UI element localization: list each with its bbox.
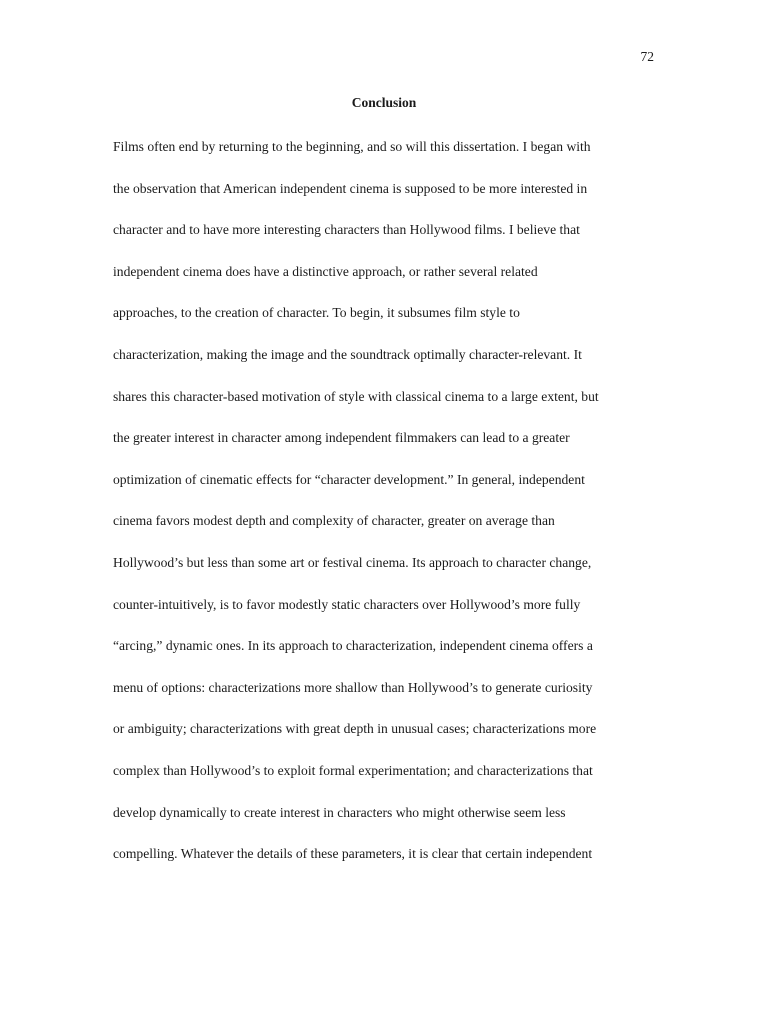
text-line: menu of options: characterizations more shallow than Hollywood’s to generate curiosity (113, 679, 593, 695)
text-line: or ambiguity; characterizations with great depth in unusual cases; characterizations more (113, 721, 597, 737)
body-text (113, 138, 673, 887)
text-line: develop dynamically to create interest in characters who might otherwise seem less (113, 804, 566, 820)
section-heading: Conclusion (351, 95, 417, 110)
text-line: Films often end by returning to the beginning, and so will this dissertation. I began with (113, 139, 591, 154)
text-line: optimization of cinematic effects for “character development.” In general, independent (113, 471, 585, 487)
text-line: character and to have more interesting characters than Hollywood films. I believe that (113, 222, 580, 238)
text-line: the greater interest in character among independent filmmakers can lead to a greater (113, 430, 570, 446)
text-line: the observation that American independent cinema is supposed to be more interested in (113, 180, 588, 196)
text-line: counter-intuitively, is to favor modestly static characters over Hollywood’s more fully (113, 596, 581, 612)
page-number: 72 (640, 49, 654, 64)
text-line: characterization, making the image and the soundtrack optimally character-relevant. It (113, 346, 582, 362)
text-line: compelling. Whatever the details of these parameters, it is clear that certain independent (113, 846, 593, 862)
text-line: Hollywood’s but less than some art or festival cinema. Its approach to character change, (113, 554, 592, 570)
text-line: independent cinema does have a distinctive approach, or rather several related (113, 263, 538, 279)
text-line: “arcing,” dynamic ones. In its approach to characterization, independent cinema offers a (113, 638, 593, 654)
text-line: approaches, to the creation of character. To begin, it subsumes film style to (113, 305, 520, 321)
text-line: cinema favors modest depth and complexity of character, greater on average than (113, 513, 555, 529)
text-line: shares this character-based motivation of style with classical cinema to a large extent, but (113, 388, 599, 404)
text-line: complex than Hollywood’s to exploit formal experimentation; and characterizations that (113, 762, 593, 778)
